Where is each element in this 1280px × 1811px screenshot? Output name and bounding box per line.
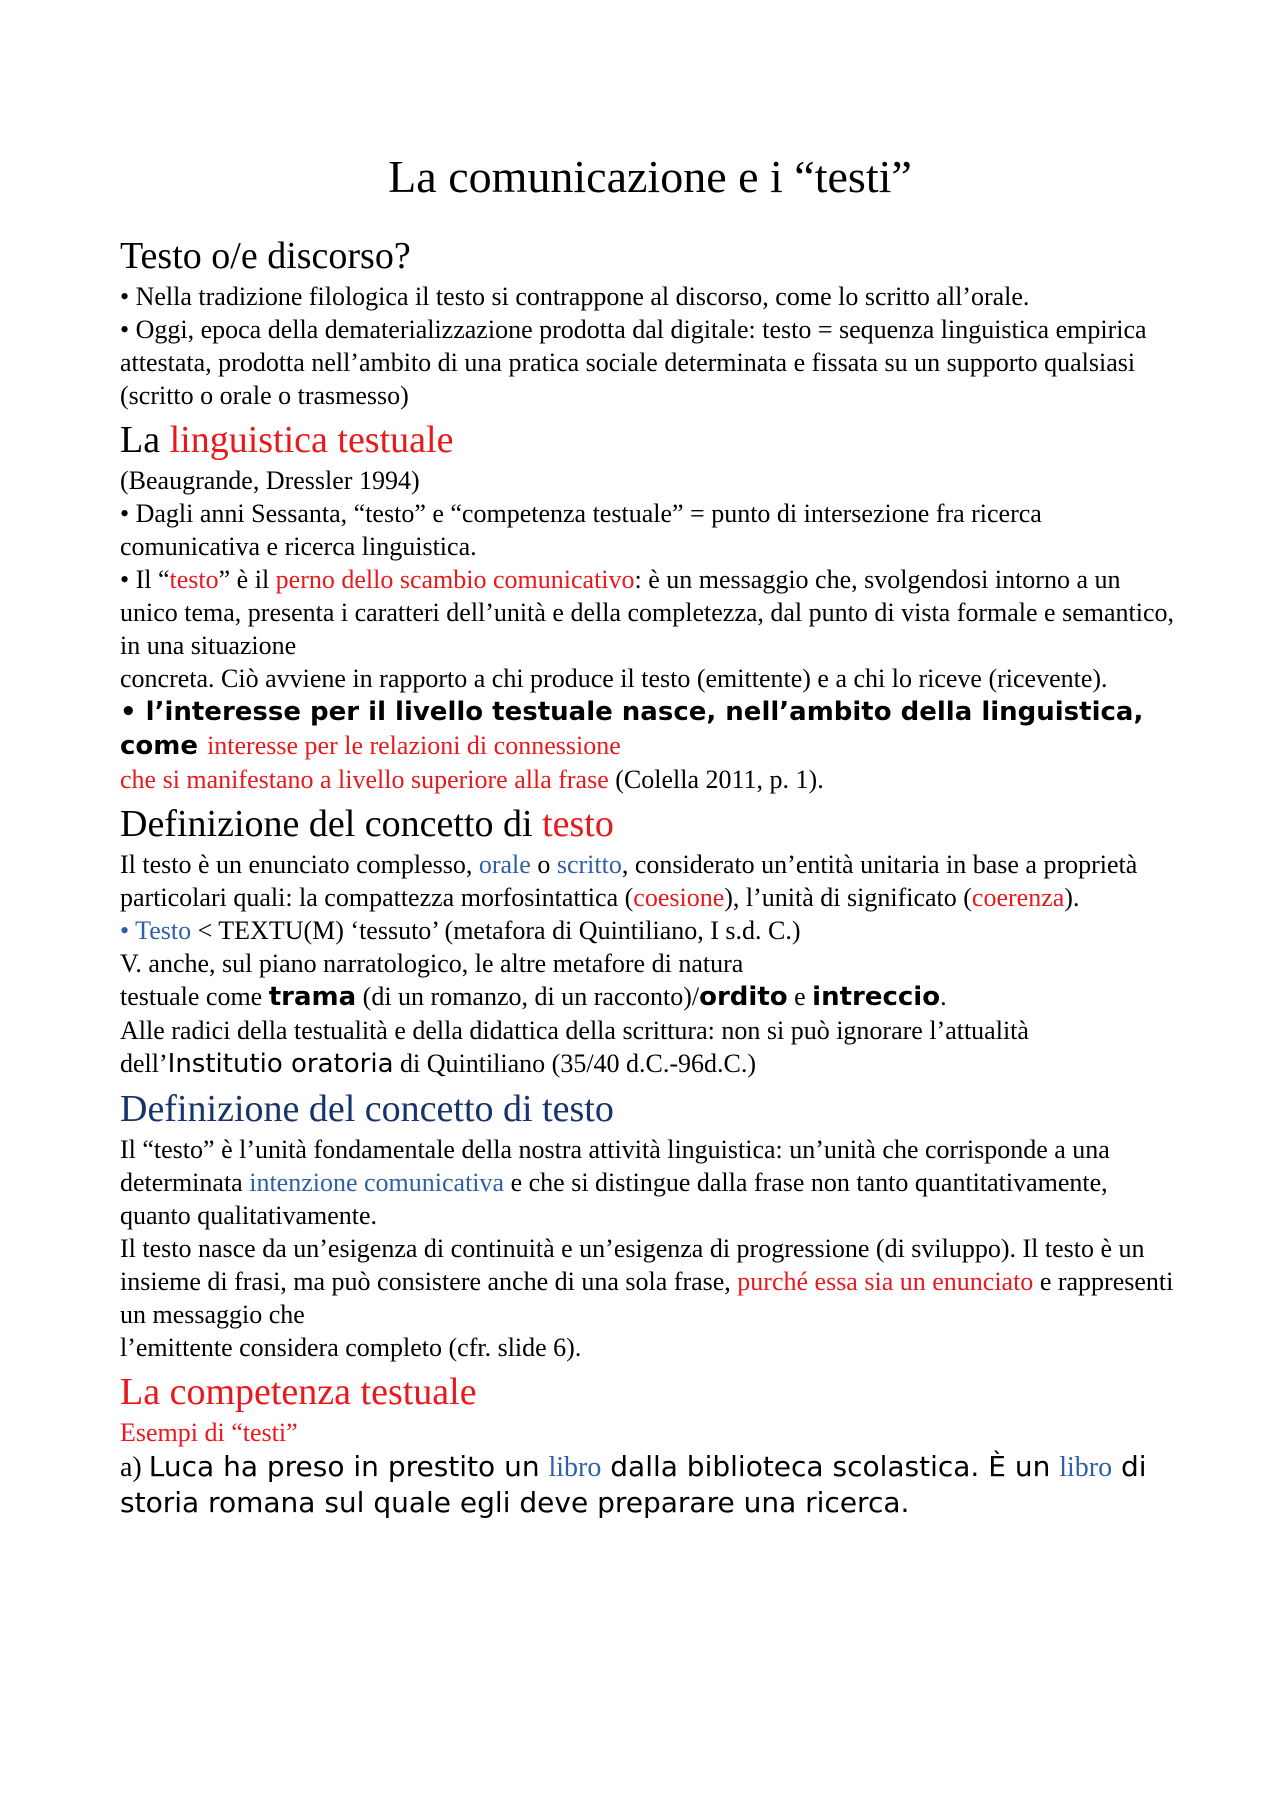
document-page	[120, 150, 1180, 1521]
text-run: ).	[1064, 883, 1080, 912]
highlight-text: orale	[478, 850, 531, 879]
highlight-text: libro	[1059, 1452, 1113, 1483]
section-heading	[120, 418, 1180, 462]
section-heading: Testo o/e discorso?	[120, 235, 411, 277]
text-run: Luca ha preso in prestito un	[148, 1450, 549, 1483]
heading-highlight: testo	[542, 803, 614, 845]
bold-text: • l’interesse per il livello testuale nasce, nell’ambito della linguistica, come	[120, 697, 1144, 761]
bullet-icon: •	[120, 916, 136, 945]
text-run: • Il “	[120, 565, 170, 594]
text-run: < TEXTU(M) ‘tessuto’ (metafora di Quintiliano, I s.d. C.)	[191, 916, 801, 945]
text-run: di Quintiliano (35/40 d.C.-96d.C.)	[393, 1049, 757, 1078]
text-run: o	[530, 850, 557, 879]
text-run: , considerato un’entità unitaria in base a proprietà particolari quali: la compattezza morfosintattica (	[120, 850, 1138, 912]
bullet-paragraph	[120, 914, 1180, 947]
paragraph	[120, 1133, 1180, 1232]
subheading: Esempi di “testi”	[120, 1418, 298, 1447]
text-run: di storia romana sul quale egli deve preparare una ricerca.	[120, 1450, 1147, 1519]
heading-highlight: linguistica testuale	[169, 419, 454, 461]
text-run: ” è il	[218, 565, 276, 594]
text-run: Il testo è un enunciato complesso,	[120, 850, 479, 879]
highlight-text: testo	[169, 565, 219, 594]
document-title: La comunicazione e i “testi”	[388, 151, 912, 202]
book-title: Institutio oratoria	[167, 1049, 394, 1079]
paragraph: V. anche, sul piano narratologico, le altre metafore di natura	[120, 949, 744, 978]
paragraph	[120, 1014, 1180, 1081]
section-linguistica-testuale	[120, 418, 1180, 796]
paragraph: concreta. Ciò avviene in rapporto a chi produce il testo (emittente) e a chi lo riceve (ricevente).	[120, 664, 1108, 693]
section-definizione-2	[120, 1087, 1180, 1364]
text-run: ), l’unità di significato (	[724, 883, 972, 912]
bullet-paragraph: • Dagli anni Sessanta, “testo” e “competenza testuale” = punto di intersezione fra ricerca comunicativa e ricerca linguistica.	[120, 499, 1042, 561]
bold-term: trama	[268, 982, 357, 1012]
bold-term: ordito	[699, 982, 788, 1012]
section-competenza-testuale	[120, 1370, 1180, 1521]
text-run: e	[787, 982, 813, 1011]
highlight-text: scritto	[556, 850, 622, 879]
highlight-text: che si manifestano a livello superiore alla frase	[120, 765, 609, 794]
bullet-paragraph	[120, 563, 1180, 662]
text-run: Alle radici della testualità e della didattica della scrittura: non si può ignorare l’attualità dell’	[120, 1016, 1029, 1078]
highlight-text: purché essa sia un enunciato	[737, 1267, 1034, 1296]
text-run: Il testo nasce da un’esigenza di continuità e un’esigenza di progressione (di sviluppo). Il testo è un insieme di frasi, ma può consistere anche di una sola frase,	[120, 1234, 1145, 1296]
example-paragraph	[120, 1449, 1180, 1521]
text-run: dalla biblioteca scolastica. È un	[601, 1450, 1060, 1483]
section-testo-discorso	[120, 234, 1180, 412]
heading-text: Definizione del concetto di	[120, 803, 543, 845]
bullet-paragraph	[120, 695, 1180, 763]
section-heading: La competenza testuale	[120, 1371, 477, 1413]
highlight-text: coesione	[633, 883, 725, 912]
bold-term: intreccio	[812, 982, 941, 1012]
section-definizione-1	[120, 802, 1180, 1081]
heading-text: La	[120, 419, 170, 461]
paragraph	[120, 848, 1180, 914]
paragraph: l’emittente considera completo (cfr. slide 6).	[120, 1333, 582, 1362]
highlight-text: intenzione comunicativa	[249, 1168, 505, 1197]
example-label: a)	[120, 1452, 149, 1483]
text-run: : è un messaggio che, svolgendosi intorno a un unico tema, presenta i caratteri dell’unità e della completezza, dal punto di vista formale e semantico, in una situazione	[120, 565, 1175, 660]
text-run: (di un romanzo, di un racconto)/	[356, 982, 700, 1011]
highlight-text: Testo	[135, 916, 192, 945]
text-run: testuale come	[120, 982, 269, 1011]
paragraph	[120, 1232, 1180, 1331]
highlight-text: libro	[548, 1452, 602, 1483]
text-run: e rappresenti un messaggio che	[120, 1267, 1174, 1329]
text-run: Il “testo” è l’unità fondamentale della nostra attività linguistica: un’unità che corrisponde a una determinata	[120, 1135, 1110, 1197]
highlight-text: interesse per le relazioni di connessione	[207, 731, 621, 760]
paragraph	[120, 980, 1180, 1014]
bullet-paragraph: • Oggi, epoca della dematerializzazione prodotta dal digitale: testo = sequenza linguistica empirica attestata, prodotta nell’ambito di una pratica sociale determinata e fissata su un supporto qualsiasi (scritto o orale o trasmesso)	[120, 315, 1147, 410]
highlight-text: perno dello scambio comunicativo	[275, 565, 635, 594]
text-run: .	[940, 982, 947, 1011]
paragraph	[120, 763, 1180, 796]
section-heading: Definizione del concetto di testo	[120, 1088, 614, 1130]
bullet-paragraph: • Nella tradizione filologica il testo si contrappone al discorso, come lo scritto all’orale.	[120, 282, 1030, 311]
text-run: e che si distingue dalla frase non tanto quantitativamente, quanto qualitativamente.	[120, 1168, 1108, 1230]
highlight-text: coerenza	[971, 883, 1065, 912]
text-run: (Colella 2011, p. 1).	[608, 765, 824, 794]
section-heading	[120, 802, 1180, 846]
citation: (Beaugrande, Dressler 1994)	[120, 466, 420, 495]
